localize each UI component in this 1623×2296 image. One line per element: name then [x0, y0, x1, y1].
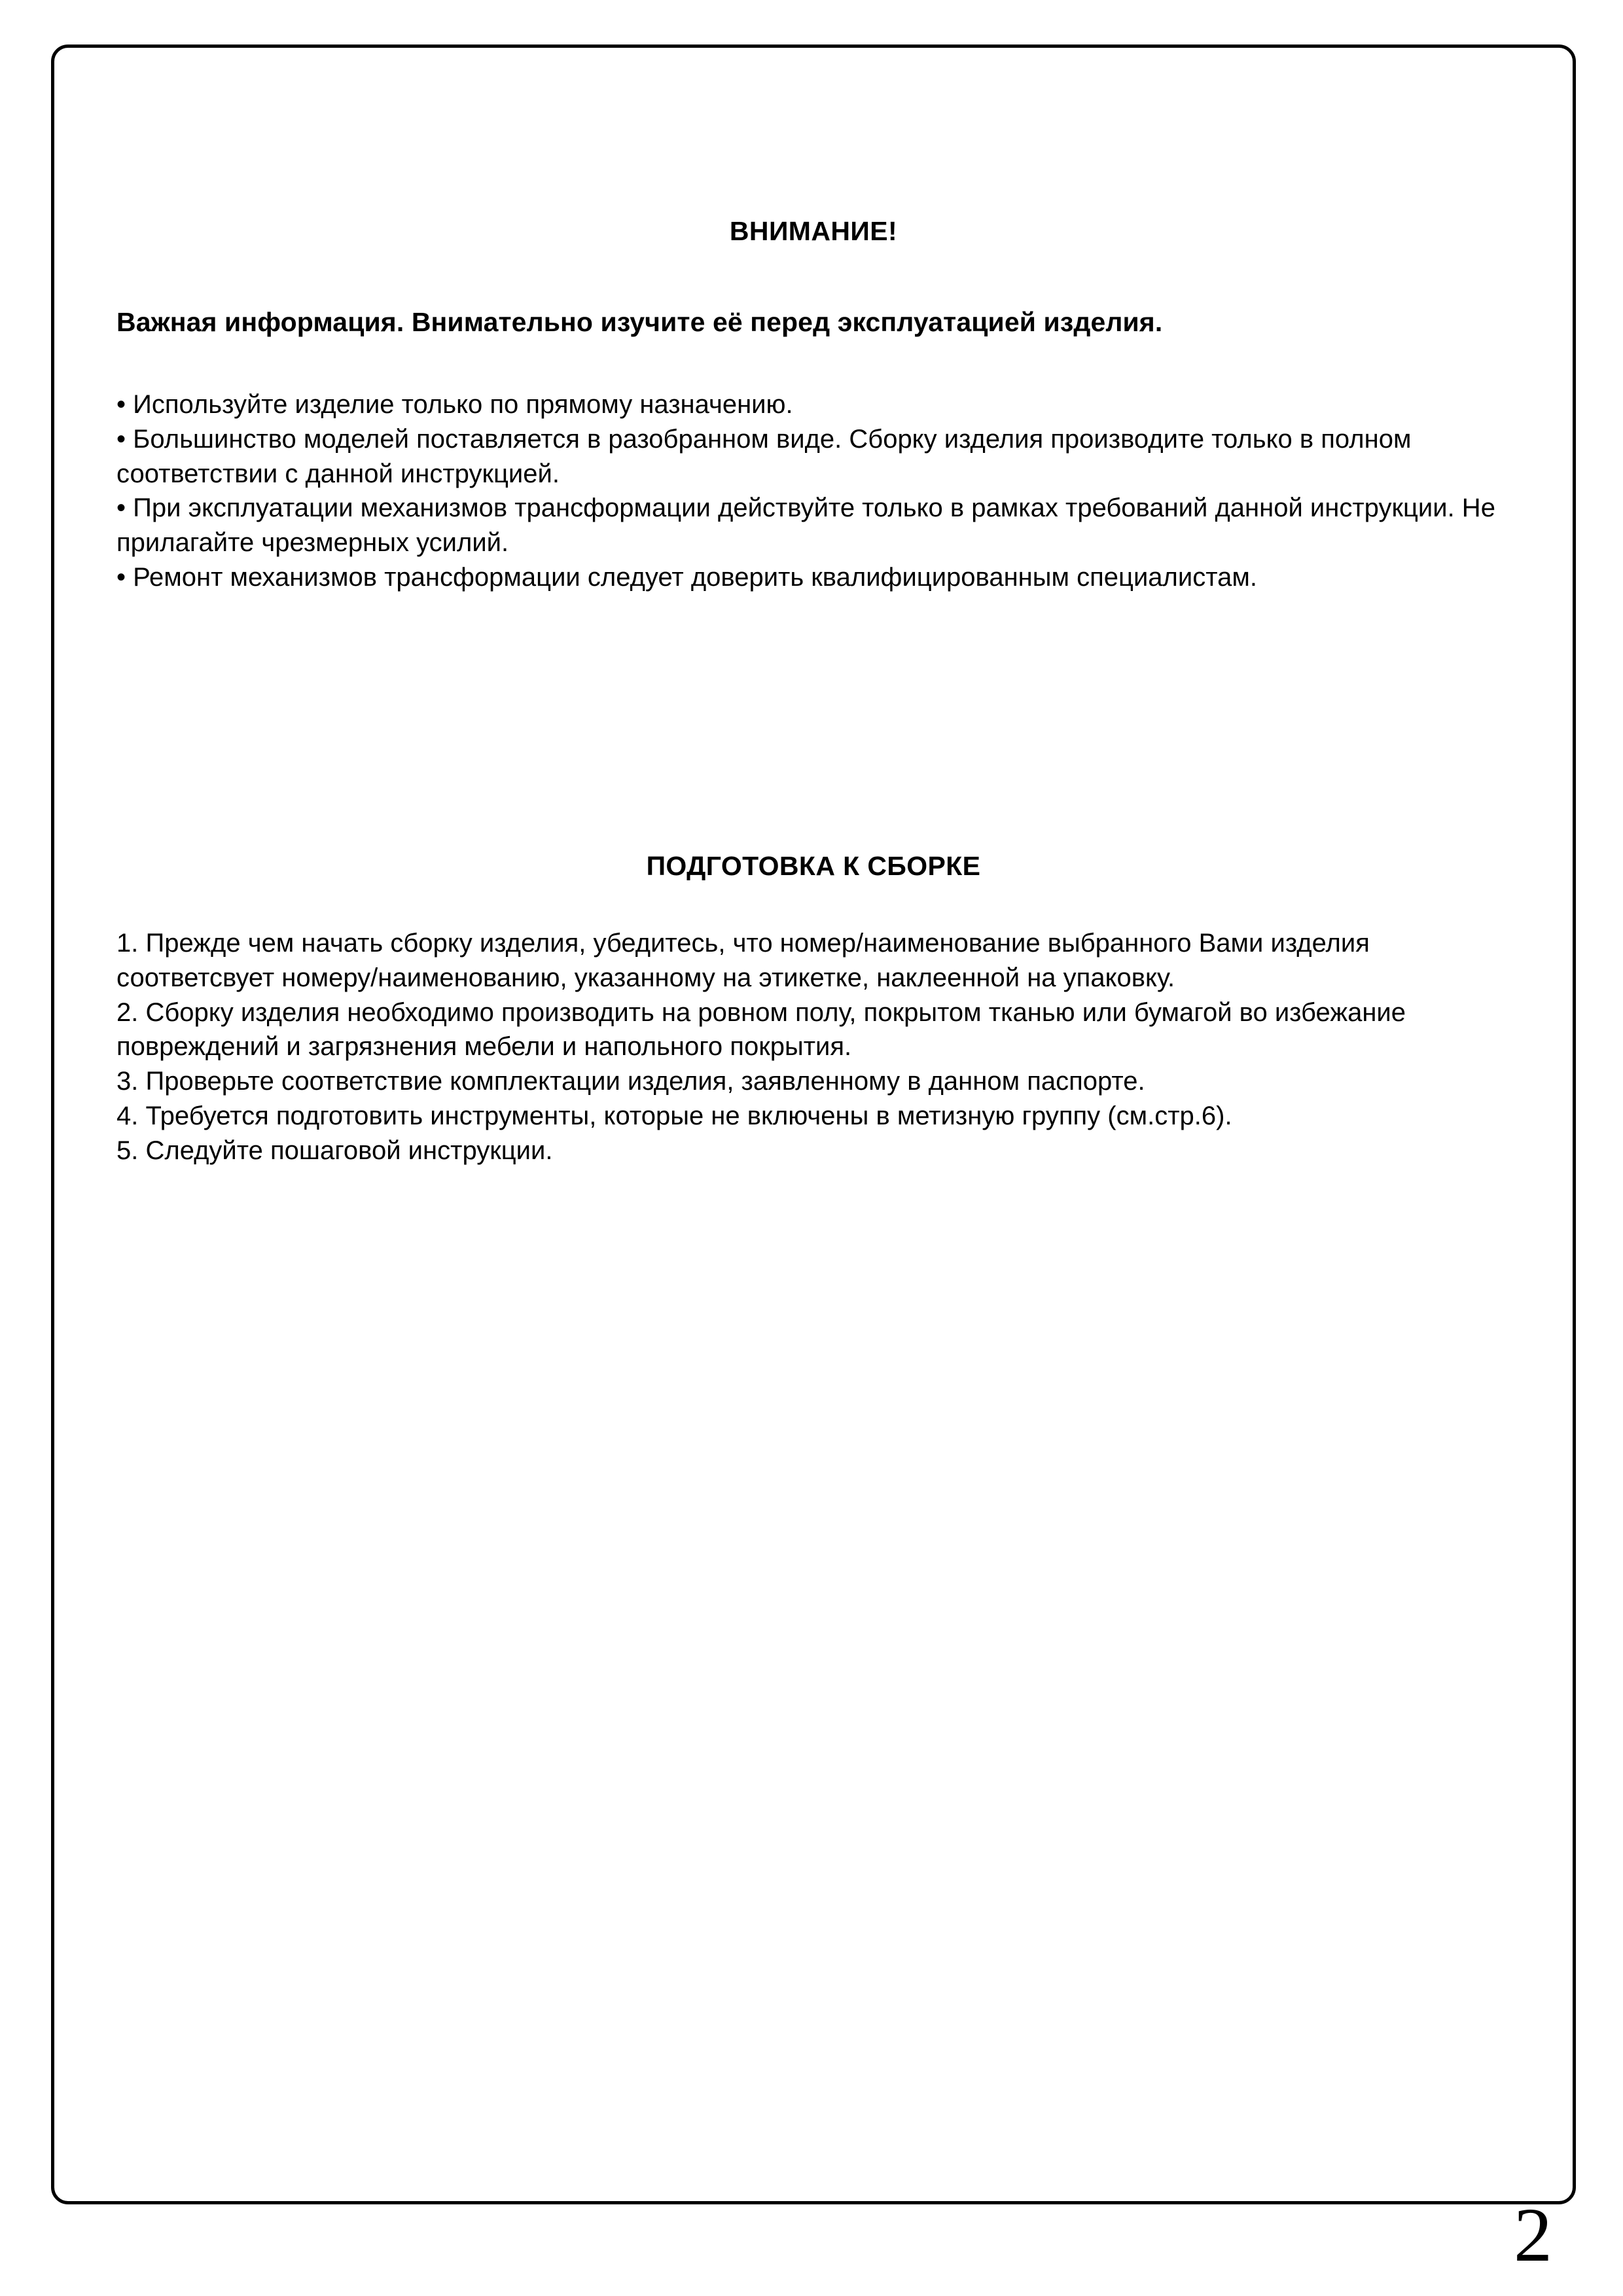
list-item: 3. Проверьте соответствие комплектации изделия, заявленному в данном паспорте. [116, 1067, 1145, 1096]
page-content [116, 216, 1510, 1165]
list-item: • Используйте изделие только по прямому назначению. [116, 390, 793, 419]
list-item: • Ремонт механизмов трансформации следует доверить квалифицированным специалистам. [116, 562, 1257, 592]
preparation-steps-list [116, 926, 1510, 1168]
attention-heading: ВНИМАНИЕ! [729, 216, 898, 246]
list-item: 4. Требуется подготовить инструменты, которые не включены в метизную группу (см.стр.6). [116, 1101, 1232, 1130]
important-notice-text: Важная информация. Внимательно изучите её перед эксплуатацией изделия. [116, 307, 1163, 337]
list-item: 2. Сборку изделия необходимо производить на ровном полу, покрытом тканью или бумагой во избежание повреждений и загрязнения мебели и напольного покрытия. [116, 997, 1406, 1062]
list-item: • Большинство моделей поставляется в разобранном виде. Сборку изделия производите только в полном соответствии с данной инструкцией. [116, 424, 1412, 488]
warnings-list [116, 387, 1510, 595]
page-number: 2 [1514, 2192, 1552, 2278]
list-item: • При эксплуатации механизмов трансформации действуйте только в рамках требований данной инструкции. Не прилагайте чрезмерных усилий. [116, 493, 1495, 558]
list-item: 1. Прежде чем начать сборку изделия, убедитесь, что номер/наименование выбранного Вами изделия соответсвует номеру/наименованию, указанному на этикетке, наклеенной на упаковку. [116, 929, 1370, 992]
list-item: 5. Следуйте пошаговой инструкции. [116, 1136, 553, 1165]
preparation-heading: ПОДГОТОВКА К СБОРКЕ [646, 851, 981, 881]
